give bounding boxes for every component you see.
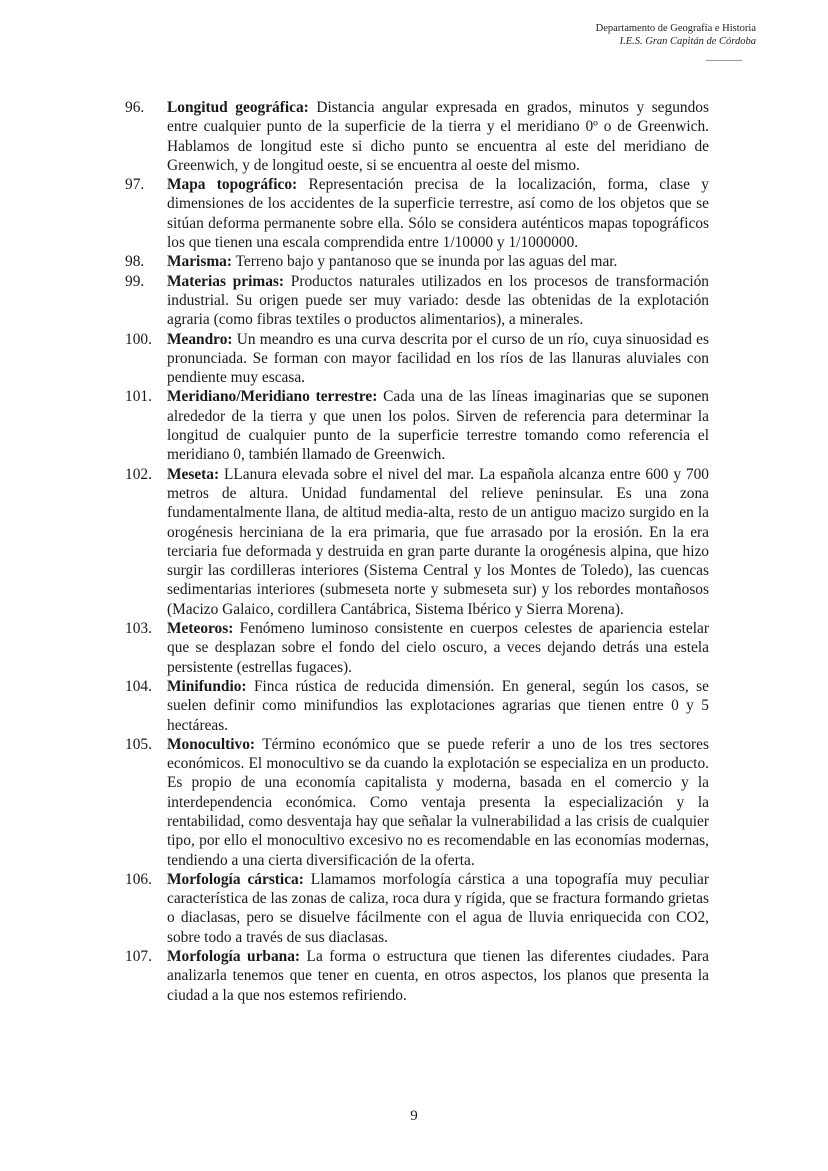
entry-definition: Finca rústica de reducida dimensión. En general, según los casos, se suelen definir como minifundios las explotaciones agrarias que tienen entre 0 y 5 hectáreas. <box>167 677 709 734</box>
entry-body <box>167 735 709 870</box>
department-name: Departamento de Geografía e Historia <box>595 23 756 34</box>
entry-term: Morfología urbana: <box>167 948 301 966</box>
entry-term: Monocultivo: <box>167 735 256 753</box>
entry-body <box>167 870 709 947</box>
entry-term: Morfología cárstica: <box>167 870 304 888</box>
entry-number: 103. <box>125 620 152 638</box>
entry-definition: Término económico que se puede referir a uno de los tres sectores económicos. El monocultivo se da cuando la explotación se especializa en un producto. Es propio de una economía capitalista y moderna, basada en el comercio y la interdependencia económica. Como ventaja presenta la especialización y la rentabilidad, como desventaja hay que señalar la vulnerabilidad a las crisis de cualquier tipo, por ello el monocultivo excesivo no es recomendable en las economías modernas, tendiendo a una cierta diversificación de la oferta. <box>167 735 709 869</box>
entry-body <box>167 330 709 388</box>
entry-body <box>167 272 709 330</box>
entry-term: Materias primas: <box>167 272 285 290</box>
entry-number: 102. <box>125 465 152 483</box>
entry-definition: Representación precisa de la localización, forma, clase y dimensiones de los accidentes de la superficie terrestre, así como de los objetos que se sitúan deforma permanente sobre ella. Sólo se considera auténticos mapas topográficos los que tienen una escala comprendida entre 1/10000 y 1/1000000. <box>167 176 709 252</box>
entry-body <box>167 252 709 271</box>
entry-number: 98. <box>125 253 145 271</box>
entry-term: Minifundio: <box>167 677 247 695</box>
glossary-list <box>125 98 709 1005</box>
entry-term: Meridiano/Meridiano terrestre: <box>167 388 378 406</box>
entry-body <box>167 947 709 1005</box>
entry-term: Meseta: <box>167 465 220 483</box>
glossary-entry-99 <box>125 272 709 330</box>
header-divider <box>706 60 742 61</box>
entry-number: 99. <box>125 272 145 290</box>
glossary-entry-97 <box>125 175 709 252</box>
entry-term: Meteoros: <box>167 620 234 638</box>
entry-number: 107. <box>125 948 152 966</box>
entry-body <box>167 175 709 252</box>
entry-definition: Cada una de las líneas imaginarias que se suponen alrededor de la tierra y que unen los polos. Sirven de referencia para determinar la longitud de cualquier punto de la superficie terrestre tomando como referencia el meridiano 0, también llamado de Greenwich. <box>167 388 710 464</box>
glossary-entry-102 <box>125 465 709 619</box>
entry-definition: Productos naturales utilizados en los procesos de transformación industrial. Su origen puede ser muy variado: desde las obtenidas de la explotación agraria (como fibras textiles o productos alimentarios), a minerales. <box>167 272 710 329</box>
entry-definition: Un meandro es una curva descrita por el curso de un río, cuya sinuosidad es pronunciada. Se forman con mayor facilidad en los ríos de las llanuras aluviales con pendiente muy escasa. <box>167 330 709 387</box>
entry-body <box>167 387 709 464</box>
entry-term: Marisma: <box>167 253 232 271</box>
glossary-entry-105 <box>125 735 709 870</box>
entry-number: 96. <box>125 99 145 116</box>
page-header <box>596 22 756 61</box>
glossary-entry-101 <box>125 387 709 464</box>
glossary-entry-100 <box>125 330 709 388</box>
entry-number: 97. <box>125 176 145 194</box>
entry-definition: Fenómeno luminoso consistente en cuerpos celestes de apariencia estelar que se desplazan sobre el fondo del cielo oscuro, a veces dejando detrás una estela persistente (estrellas fugaces). <box>167 620 709 676</box>
entry-body <box>167 619 709 677</box>
entry-term: Mapa topográfico: <box>167 176 298 194</box>
glossary-entry-106 <box>125 870 709 947</box>
entry-number: 105. <box>125 735 152 753</box>
school-name: I.E.S. Gran Capitán de Córdoba <box>619 36 756 47</box>
entry-number: 101. <box>125 388 152 406</box>
entry-definition: Llamamos morfología cárstica a una topografía muy peculiar característica de las zonas de caliza, roca dura y rígida, que se fractura formando grietas o diaclasas, pero se disuelve fácilmente con el agua de lluvia enriquecida con CO2, sobre todo a través de sus diaclasas. <box>167 870 709 946</box>
entry-term: Meandro: <box>167 330 233 348</box>
entry-term: Longitud geográfica: <box>167 99 309 116</box>
glossary-entry-98 <box>125 252 709 271</box>
glossary-entry-104 <box>125 677 709 735</box>
entry-number: 104. <box>125 677 152 695</box>
glossary-entry-107 <box>125 947 709 1005</box>
glossary-entry-103 <box>125 619 709 677</box>
entry-definition: Distancia angular expresada en grados, minutos y segundos entre cualquier punto de la superficie de la tierra y el meridiano 0º o de Greenwich. Hablamos de longitud este si dicho punto se encuentra al este del meridiano de Greenwich, y de longitud oeste, si se encuentra al oeste del mismo. <box>167 99 709 174</box>
page-number: 9 <box>410 1108 418 1124</box>
entry-body <box>167 98 709 175</box>
entry-body <box>167 677 709 735</box>
entry-body <box>167 465 709 619</box>
entry-definition: LLanura elevada sobre el nivel del mar. La española alcanza entre 600 y 700 metros de altura. Unidad fundamental del relieve peninsular. Es una zona fundamentalmente llana, de altitud media-alta, resto de un antiguo macizo surgido en la orogénesis herciniana de la era primaria, que fue arrasado por la erosión. En la era terciaria fue deformada y destruida en gran parte durante la orogénesis alpina, que hizo surgir las cordilleras interiores (Sistema Central y los Montes de Toledo), las cuencas sedimentarias interiores (submeseta norte y submeseta sur) y los rebordes montañosos (Macizo Galaico, cordillera Cantábrica, Sistema Ibérico y Sierra Morena). <box>167 465 709 618</box>
entry-number: 106. <box>125 870 152 888</box>
entry-definition: La forma o estructura que tienen las diferentes ciudades. Para analizarla tenemos que tener en cuenta, en otros aspectos, los planos que presenta la ciudad a la que nos estemos refiriendo. <box>167 948 710 1004</box>
entry-number: 100. <box>125 330 152 348</box>
glossary-entry-96 <box>125 98 709 175</box>
entry-definition: Terreno bajo y pantanoso que se inunda por las aguas del mar. <box>231 253 618 271</box>
